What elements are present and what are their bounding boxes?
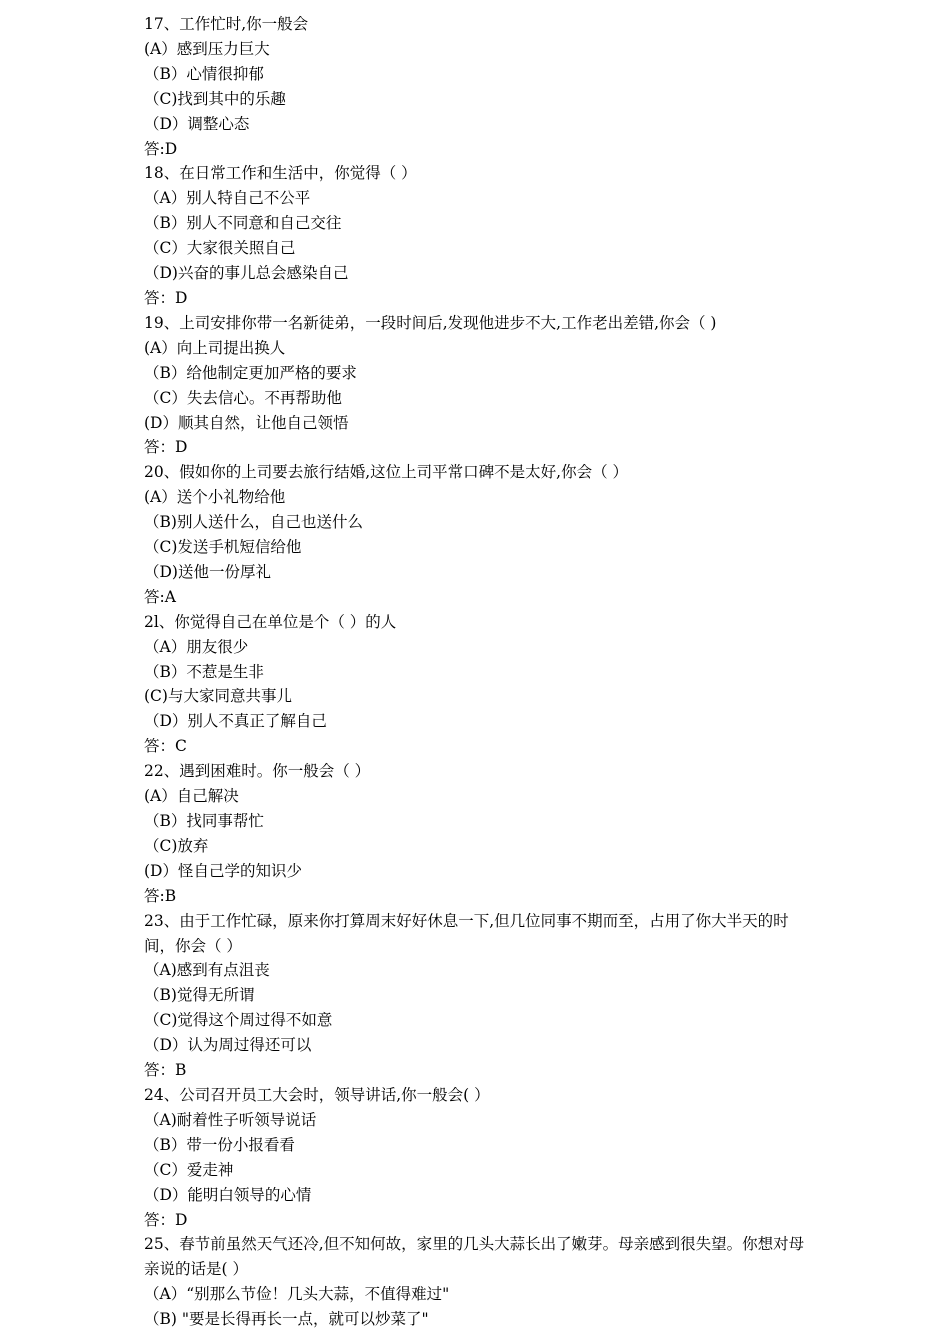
question-line: 23、由于工作忙碌，原来你打算周末好好休息一下,但几位同事不期而至，占用了你大半天的时间，你会（ ） — [144, 911, 789, 955]
answer-line: 答:D — [144, 139, 178, 158]
option-line: （B）心情很抑郁 — [144, 64, 264, 83]
option-line: （D)送他一份厚礼 — [144, 562, 271, 581]
question-line: 19、上司安排你带一名新徒弟，一段时间后,发现他进步不大,工作老出差错,你会（ ) — [144, 313, 717, 332]
option-line: (D）怪自己学的知识少 — [144, 861, 302, 880]
option-line: （B）给他制定更加严格的要求 — [144, 363, 357, 382]
option-line: （C）失去信心。不再帮助他 — [144, 388, 342, 407]
option-line: （C）大家很关照自己 — [144, 239, 296, 258]
option-line: （C)发送手机短信给他 — [144, 538, 302, 557]
option-line: (A）感到压力巨大 — [144, 39, 270, 58]
answer-line: 答:A — [144, 587, 176, 606]
option-line: （A）朋友很少 — [144, 637, 249, 656]
option-line: （A)耐着性子听领导说话 — [144, 1110, 317, 1129]
answer-line: 答：D — [144, 288, 188, 307]
document-body — [144, 12, 808, 1332]
option-line: （D）别人不真正了解自己 — [144, 712, 327, 731]
option-line: （D）认为周过得还可以 — [144, 1036, 312, 1055]
question-line: 24、公司召开员工大会时，领导讲话,你一般会( ） — [144, 1085, 490, 1104]
option-line: （D）能明白领导的心情 — [144, 1185, 312, 1204]
option-line: （B) "要是长得再长一点，就可以炒菜了" — [144, 1310, 429, 1329]
answer-line: 答：B — [144, 1061, 187, 1080]
question-line: 2l、你觉得自己在单位是个（ ）的人 — [144, 612, 397, 631]
option-line: （D)兴奋的事儿总会感染自己 — [144, 264, 349, 283]
option-line: （D）调整心态 — [144, 114, 250, 133]
answer-line: 答：C — [144, 737, 187, 756]
option-line: （B)觉得无所谓 — [144, 986, 255, 1005]
option-line: （A）别人特自己不公平 — [144, 189, 311, 208]
answer-line: 答:B — [144, 886, 177, 905]
option-line: (C)与大家同意共事儿 — [144, 687, 292, 706]
option-line: (A）自己解决 — [144, 787, 239, 806]
option-line: (D）顺其自然，让他自己领悟 — [144, 413, 349, 432]
question-line: 18、在日常工作和生活中，你觉得（ ） — [144, 164, 417, 183]
option-line: （C)找到其中的乐趣 — [144, 89, 286, 108]
option-line: (A）送个小礼物给他 — [144, 488, 286, 507]
question-line: 25、春节前虽然天气还冷,但不知何故，家里的几头大蒜长出了嫩芽。母亲感到很失望。你想对母亲说的话是( ） — [144, 1235, 805, 1279]
option-line: (A）向上司提出换人 — [144, 338, 286, 357]
answer-line: 答：D — [144, 1210, 188, 1229]
option-line: （C)放弃 — [144, 836, 209, 855]
option-line: （B)别人送什么，自己也送什么 — [144, 513, 363, 532]
option-line: （B）找同事帮忙 — [144, 812, 264, 830]
option-line: （B）不惹是生非 — [144, 662, 264, 681]
question-line: 20、假如你的上司要去旅行结婚,这位上司平常口碑不是太好,你会（ ） — [144, 463, 629, 482]
option-line: （B）别人不同意和自己交往 — [144, 214, 342, 233]
option-line: （A)感到有点沮丧 — [144, 961, 270, 980]
option-line: （C）爱走神 — [144, 1160, 234, 1179]
question-line: 17、工作忙时,你一般会 — [144, 15, 309, 33]
question-line: 22、遇到困难时。你一般会（ ） — [144, 762, 371, 781]
option-line: （A）“别那么节俭！几头大蒜，不值得难过" — [144, 1285, 450, 1304]
option-line: （C)觉得这个周过得不如意 — [144, 1011, 333, 1030]
answer-line: 答：D — [144, 438, 188, 457]
option-line: （B）带一份小报看看 — [144, 1135, 295, 1154]
